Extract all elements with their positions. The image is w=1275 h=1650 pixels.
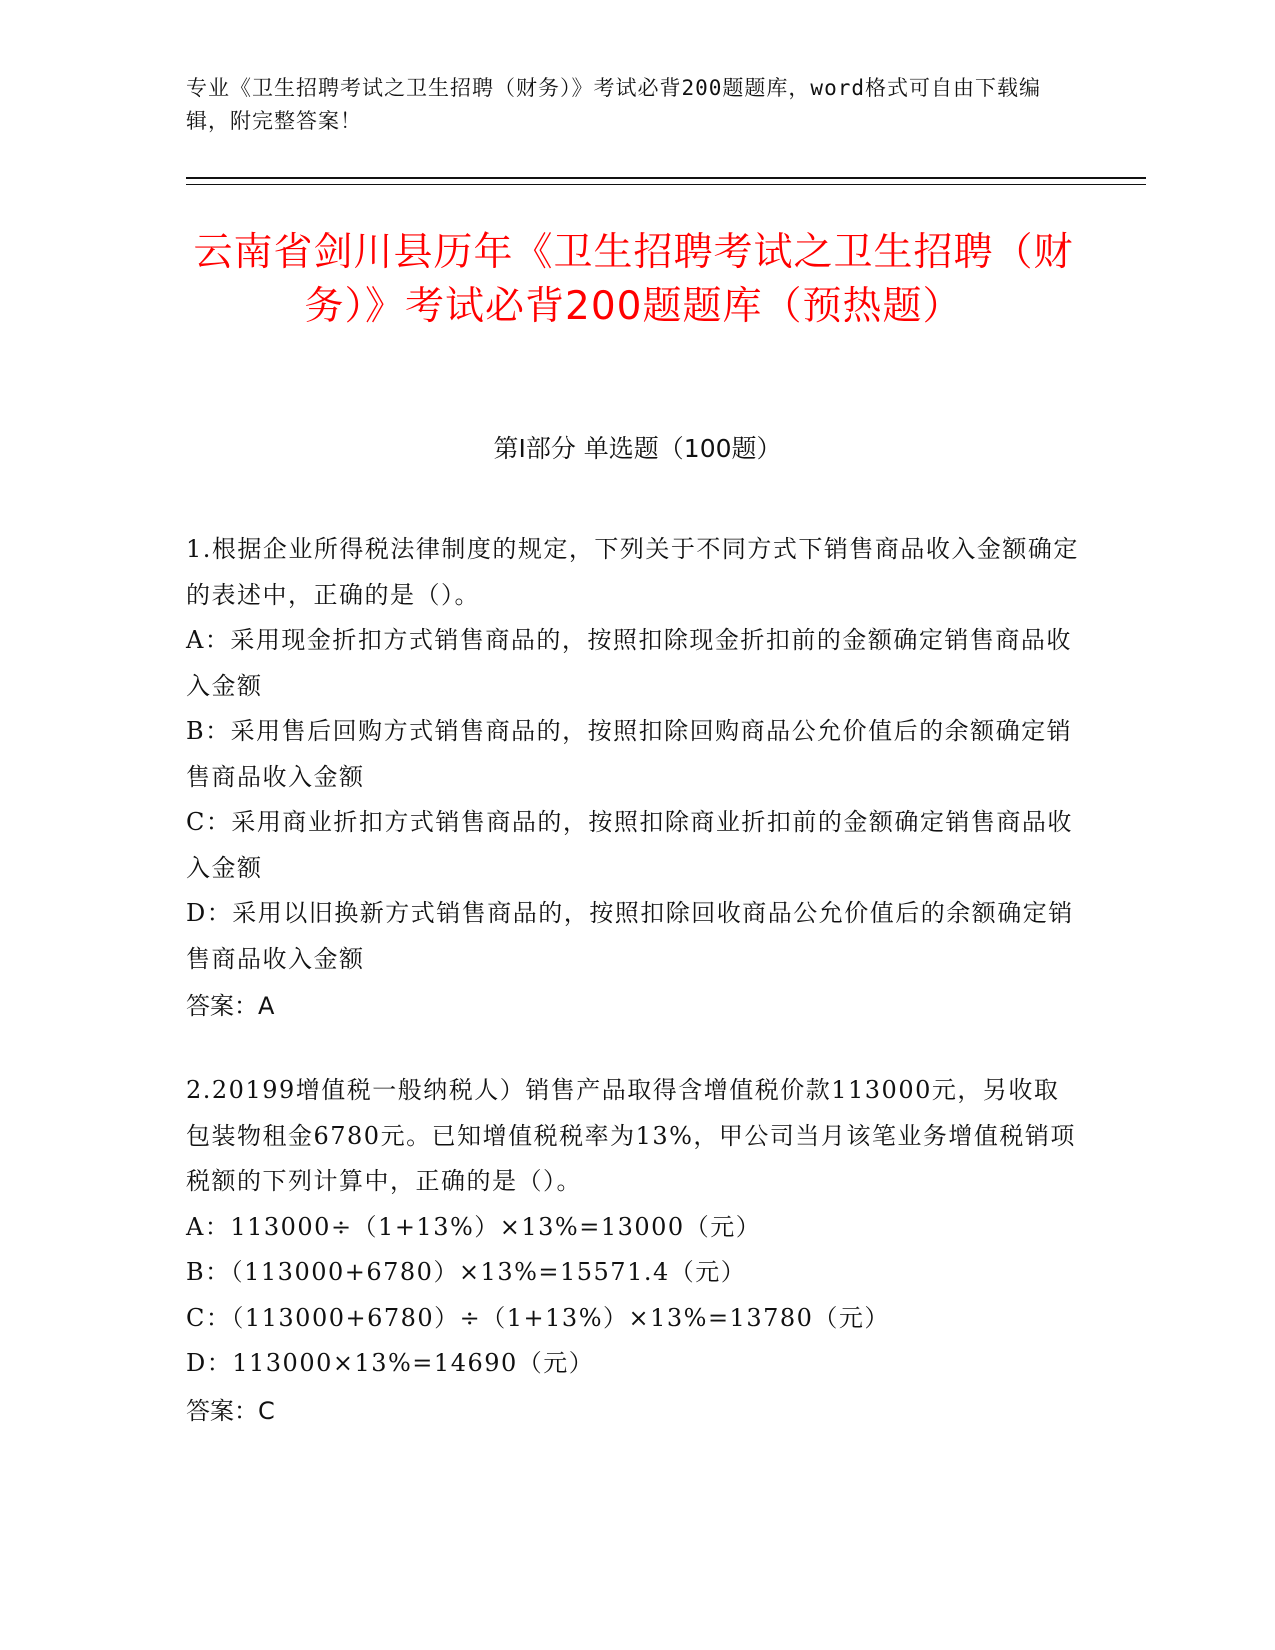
option-a: A：113000÷（1+13%）×13%=13000（元） bbox=[186, 1212, 762, 1241]
option-c: C：（113000+6780）÷（1+13%）×13%=13780（元） bbox=[186, 1303, 890, 1332]
answer: 答案：C bbox=[186, 1396, 275, 1425]
option-a: A：采用现金折扣方式销售商品的，按照扣除现金折扣前的金额确定销售商品收入金额 bbox=[186, 626, 1072, 700]
option-b: B：（113000+6780）×13%=15571.4（元） bbox=[186, 1258, 747, 1286]
option-c: C：采用商业折扣方式销售商品的，按照扣除商业折扣前的金额确定销售商品收入金额 bbox=[186, 808, 1073, 882]
question-stem: 2.20199增值税一般纳税人）销售产品取得含增值税价款113000元，另收取包装物租金6780元。已知增值税税率为13%，甲公司当月该笔业务增值税销项税额的下列计算中，正确的是（）。 bbox=[186, 1076, 1076, 1195]
header-divider-thin bbox=[186, 184, 1146, 185]
header-divider-thick bbox=[186, 177, 1146, 179]
option-d: D：113000×13%=14690（元） bbox=[186, 1349, 595, 1377]
answer: 答案：A bbox=[186, 992, 275, 1020]
question-2 bbox=[186, 1068, 1081, 1434]
section-heading: 第Ⅰ部分 单选题（100题） bbox=[493, 434, 782, 463]
question-1 bbox=[186, 527, 1081, 1030]
option-d: D：采用以旧换新方式销售商品的，按照扣除回收商品公允价值后的余额确定销售商品收入金额 bbox=[186, 899, 1074, 973]
question-stem: 1.根据企业所得税法律制度的规定，下列关于不同方式下销售商品收入金额确定的表述中，正确的是（）。 bbox=[186, 535, 1079, 609]
option-b: B：采用售后回购方式销售商品的，按照扣除回购商品公允价值后的余额确定销售商品收入金额 bbox=[186, 717, 1073, 791]
header-note: 专业《卫生招聘考试之卫生招聘（财务）》考试必背200题题库，word格式可自由下载编辑，附完整答案！ bbox=[186, 76, 1041, 133]
document-title: 云南省剑川县历年《卫生招聘考试之卫生招聘（财务）》考试必背200题题库（预热题） bbox=[193, 230, 1074, 329]
